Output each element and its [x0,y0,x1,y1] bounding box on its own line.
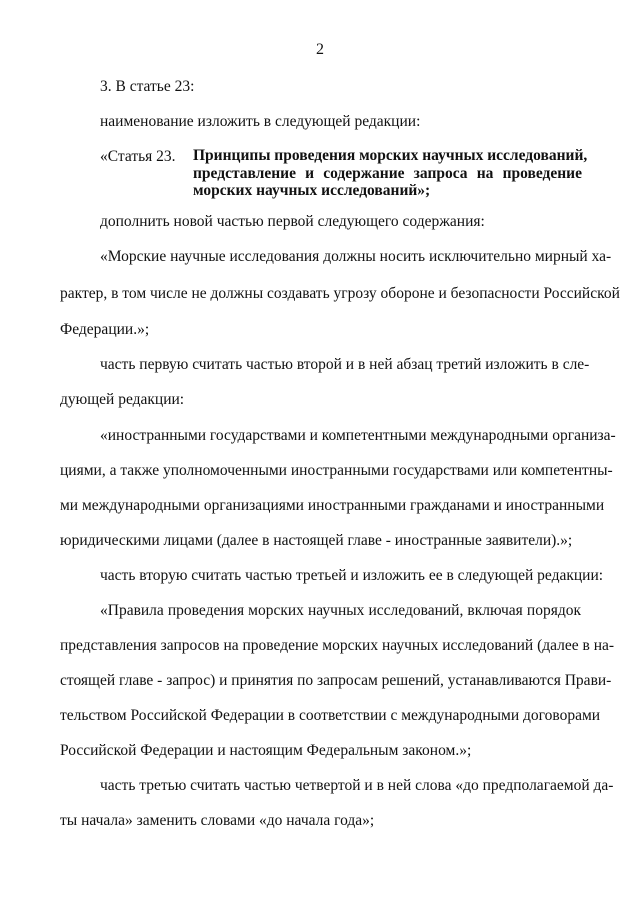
page-number: 2 [316,41,324,58]
paragraph-line: ты начала» заменить словами «до начала года»; [60,812,375,829]
article-label: «Статья 23. [100,148,176,165]
paragraph-line: стоящей главе - запрос) и принятия по запросам решений, устанавливаются Прави- [60,672,612,689]
article-title-line: морских научных исследований»; [193,182,431,199]
article-title [193,147,588,200]
paragraph-line: Российской Федерации и настоящим Федеральным законом.»; [60,742,472,759]
paragraph-line: тельством Российской Федерации в соответствии с международными договорами [60,707,601,724]
paragraph-line: ми международными организациями иностранными гражданами и иностранными [60,497,605,514]
paragraph-line: юридическими лицами (далее в настоящей главе - иностранные заявители).»; [60,532,573,549]
paragraph-line: «Правила проведения морских научных исследований, включая порядок [100,602,581,619]
article-title-line: представление и содержание запроса на проведение [193,164,582,182]
paragraph-line: наименование изложить в следующей редакции: [100,113,421,130]
paragraph-line: часть третью считать частью четвертой и в ней слова «до предполагаемой да- [100,777,614,794]
paragraph-line: представления запросов на проведение морских научных исследований (далее в на- [60,637,615,654]
article-title-line: Принципы проведения морских научных исследований, [193,147,588,164]
paragraph-line: часть вторую считать частью третьей и изложить ее в следующей редакции: [100,567,604,584]
paragraph-line: дополнить новой частью первой следующего содержания: [100,213,485,230]
section-heading: 3. В статье 23: [100,78,195,95]
paragraph-line: рактер, в том числе не должны создавать угрозу обороне и безопасности Российской [60,285,620,302]
paragraph-line: Федерации.»; [60,321,150,338]
paragraph-line: циями, а также уполномоченными иностранными государствами или компетентны- [60,462,613,479]
paragraph-line: «Морские научные исследования должны носить исключительно мирный ха- [100,248,612,265]
paragraph-line: «иностранными государствами и компетентными международными организа- [100,427,616,444]
paragraph-line: часть первую считать частью второй и в ней абзац третий изложить в сле- [100,356,590,373]
paragraph-line: дующей редакции: [60,391,185,408]
